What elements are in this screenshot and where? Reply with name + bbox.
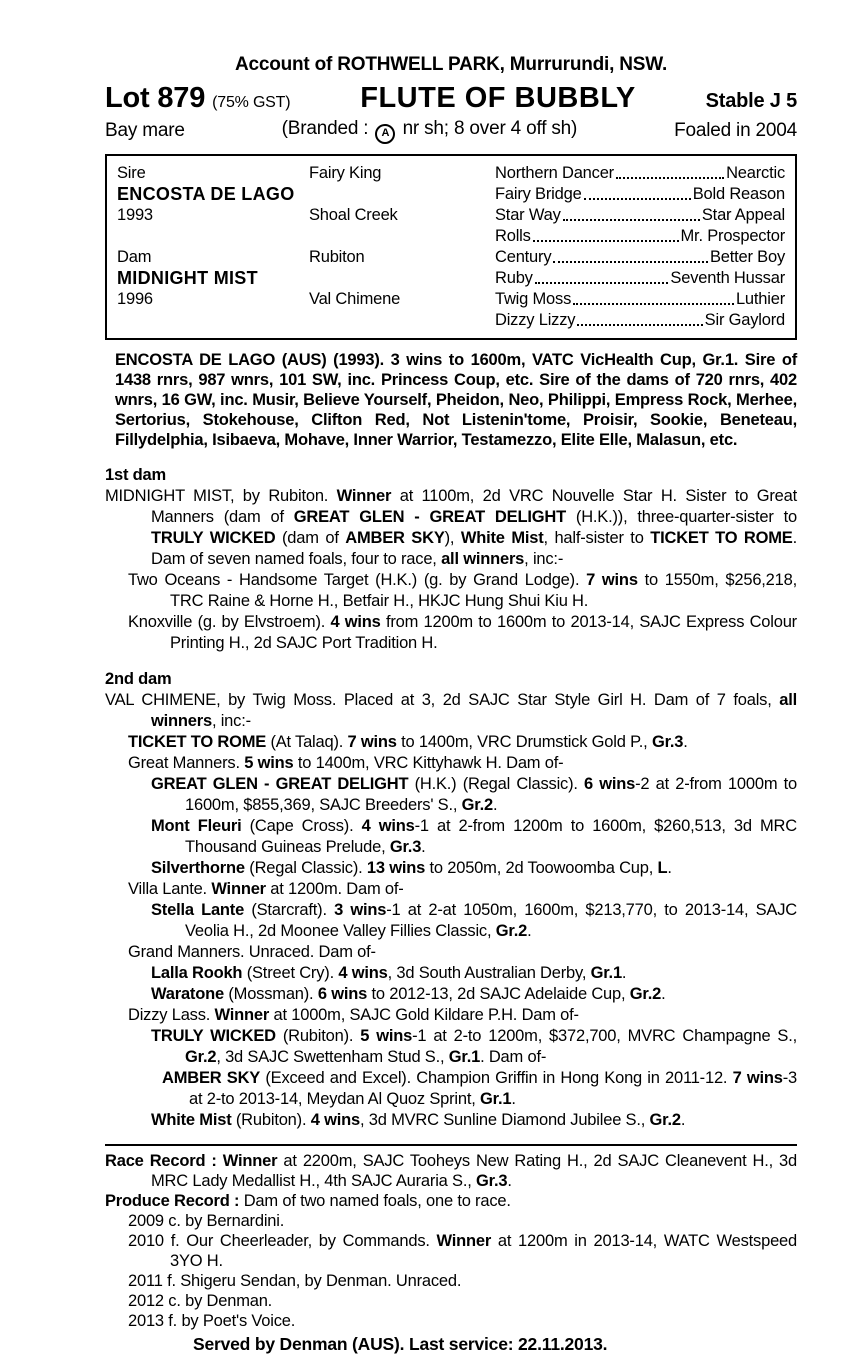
ancestor-name: Dizzy Lizzy — [495, 311, 576, 329]
dam-sire-name: Rubiton — [309, 248, 365, 266]
second-dam-grandprogeny: Stella Lante (Starcraft). 3 wins-1 at 2-at 1050m, 1600m, $213,770, to 2013-14, SAJC Veolia H., 2d Moonee Valley Fillies Classic, Gr.2. — [151, 901, 798, 940]
dam-year: 1996 — [117, 290, 153, 308]
ancestor-parent: Seventh Hussar — [670, 269, 785, 287]
dotted-leader — [563, 219, 700, 221]
foaled-year: Foaled in 2004 — [674, 120, 797, 141]
dam-label: Dam — [117, 248, 152, 266]
second-dam-grandprogeny: TRULY WICKED (Rubiton). 5 wins-1 at 2-to 1200m, $372,700, MVRC Champagne S., Gr.2, 3d SAJC Swettenham Stud S., Gr.1. Dam of- — [151, 1027, 797, 1066]
brand-prefix: (Branded : — [281, 118, 369, 139]
second-dam-entry: VAL CHIMENE, by Twig Moss. Placed at 3, 2d SAJC Star Style Girl H. Dam of 7 foals, all winners, inc:- — [105, 691, 797, 730]
first-dam-entry: MIDNIGHT MIST, by Rubiton. Winner at 1100m, 2d VRC Nouvelle Star H. Sister to Great Manners (dam of GREAT GLEN - GREAT DELIGHT (H.K.)), three-quarter-sister to TRULY WICKED (dam of AMBER SKY), White Mist, half-sister to TICKET TO ROME. Dam of seven named foals, four to race, all winners, inc:- — [105, 487, 797, 568]
produce-entry: 2010 f. Our Cheerleader, by Commands. Winner at 1200m in 2013-14, WATC Westspeed 3YO H. — [128, 1232, 797, 1270]
sire-name: ENCOSTA DE LAGO — [117, 184, 295, 204]
ancestor-parent: Sir Gaylord — [704, 311, 785, 329]
ancestor-row — [495, 248, 785, 267]
description-row — [105, 118, 797, 144]
second-dam-progeny: Great Manners. 5 wins to 1400m, VRC Kittyhawk H. Dam of- — [128, 754, 564, 772]
first-dam-progeny: Two Oceans - Handsome Target (H.K.) (g. by Grand Lodge). 7 wins to 1550m, $256,218, TRC Raine & Horne H., Betfair H., HKJC Hung Shui Kiu H. — [128, 571, 797, 610]
dotted-leader — [584, 198, 691, 200]
second-dam-progeny: Villa Lante. Winner at 1200m. Dam of- — [128, 880, 404, 898]
produce-entry: 2013 f. by Poet's Voice. — [128, 1312, 296, 1330]
dotted-leader — [553, 261, 708, 263]
brand-suffix: nr sh; 8 over 4 off sh) — [402, 118, 578, 139]
produce-entry: 2009 c. by Bernardini. — [128, 1212, 285, 1230]
produce-entry: 2012 c. by Denman. — [128, 1292, 273, 1310]
ancestor-parent: Luthier — [735, 290, 785, 308]
ancestor-parent: Nearctic — [726, 164, 785, 182]
ancestor-parent: Mr. Prospector — [680, 227, 785, 245]
ancestor-row — [495, 185, 785, 204]
ancestor-row — [495, 311, 785, 330]
second-dam-grandprogeny: Lalla Rookh (Street Cry). 4 wins, 3d South Australian Derby, Gr.1. — [151, 964, 627, 982]
sire-summary: ENCOSTA DE LAGO (AUS) (1993). 3 wins to 1600m, VATC VicHealth Cup, Gr.1. Sire of 1438 rnrs, 987 wnrs, 101 SW, inc. Princess Coup, etc. Sire of the dams of 720 rnrs, 402 wnrs, 16 GW, inc. Musir, Believe Yourself, Pheidon, Neo, Philippi, Empress Rock, Merhee, Sertorius, Stokehouse, Clifton Red, Not Listenin'tome, Proisir, Sookie, Beneteau, Fillydelphia, Isibaeva, Mohave, Inner Warrior, Testamezzo, Elite Elle, Malasun, etc. — [115, 351, 797, 449]
dam-dam-name: Val Chimene — [309, 290, 401, 308]
dotted-leader — [577, 324, 702, 326]
second-dam-grandprogeny: GREAT GLEN - GREAT DELIGHT (H.K.) (Regal Classic). 6 wins-2 at 2-from 1000m to 1600m, $855,369, SAJC Breeders' S., Gr.2. — [151, 775, 797, 814]
second-dam-grandprogeny: Mont Fleuri (Cape Cross). 4 wins-1 at 2-from 1200m to 1600m, $260,513, 3d MRC Thousand Guineas Prelude, Gr.3. — [151, 817, 797, 856]
brand-icon: A — [375, 124, 395, 144]
gst-note: (75% GST) — [212, 94, 291, 111]
race-record: Race Record : Winner at 2200m, SAJC Tooheys New Rating H., 2d SAJC Cleanevent H., 3d MRC Lady Medallist H., 4th SAJC Auraria S., Gr.3. — [105, 1152, 798, 1190]
second-dam-progeny: Dizzy Lass. Winner at 1000m, SAJC Gold Kildare P.H. Dam of- — [128, 1006, 579, 1024]
second-dam-grandprogeny: Waratone (Mossman). 6 wins to 2012-13, 2d SAJC Adelaide Cup, Gr.2. — [151, 985, 666, 1003]
produce-entry: 2011 f. Shigeru Sendan, by Denman. Unraced. — [128, 1272, 462, 1290]
ancestor-name: Star Way — [495, 206, 561, 224]
ancestor-name: Century — [495, 248, 552, 266]
ancestor-row — [495, 206, 785, 225]
catalogue-page — [105, 54, 797, 1355]
ancestor-parent: Bold Reason — [692, 185, 785, 203]
first-dam-progeny: Knoxville (g. by Elvstroem). 4 wins from 1200m to 1600m to 2013-14, SAJC Express Colour Printing H., 2d SAJC Port Tradition H. — [128, 613, 797, 652]
ancestor-name: Twig Moss — [495, 290, 572, 308]
stable-number: Stable J 5 — [705, 90, 797, 112]
dotted-leader — [533, 240, 679, 242]
produce-record: Produce Record : Dam of two named foals, one to race. — [105, 1192, 511, 1210]
ancestor-name: Rolls — [495, 227, 531, 245]
ancestor-name: Fairy Bridge — [495, 185, 582, 203]
ancestor-row — [495, 227, 785, 246]
ancestor-parent: Better Boy — [709, 248, 785, 266]
second-dam-greatgrandprogeny: AMBER SKY (Exceed and Excel). Champion Griffin in Hong Kong in 2011-12. 7 wins-3 at 2-to 2013-14, Meydan Al Quoz Sprint, Gr.1. — [162, 1069, 797, 1108]
sire-dam-name: Shoal Creek — [309, 206, 398, 224]
ancestor-row — [495, 164, 785, 183]
service-note: Served by Denman (AUS). Last service: 22.11.2013. — [193, 1334, 608, 1354]
ancestor-parent: Star Appeal — [701, 206, 785, 224]
horse-name: FLUTE OF BUBBLY — [360, 82, 636, 114]
dotted-leader — [535, 282, 669, 284]
sex-description: Bay mare — [105, 120, 185, 141]
dam-name: MIDNIGHT MIST — [117, 268, 258, 288]
lot-number: Lot 879 — [105, 82, 206, 114]
ancestor-name: Ruby — [495, 269, 533, 287]
second-dam-grandprogeny: White Mist (Rubiton). 4 wins, 3d MVRC Sunline Diamond Jubilee S., Gr.2. — [151, 1111, 686, 1129]
ancestor-row — [495, 290, 785, 309]
second-dam-progeny: TICKET TO ROME (At Talaq). 7 wins to 1400m, VRC Drumstick Gold P., Gr.3. — [128, 733, 688, 751]
pedigree-table — [105, 154, 797, 340]
section-divider — [105, 1144, 797, 1146]
dotted-leader — [573, 303, 734, 305]
second-dam-grandprogeny: Silverthorne (Regal Classic). 13 wins to 2050m, 2d Toowoomba Cup, L. — [151, 859, 672, 877]
pedigree-grid — [117, 163, 785, 331]
account-line: Account of ROTHWELL PARK, Murrurundi, NSW. — [234, 54, 668, 75]
ancestor-row — [495, 269, 785, 288]
second-dam-heading: 2nd dam — [105, 670, 172, 688]
lot-header — [105, 82, 797, 115]
sire-year: 1993 — [117, 206, 153, 224]
first-dam-heading: 1st dam — [105, 466, 166, 484]
sire-label: Sire — [117, 164, 146, 182]
ancestor-name: Northern Dancer — [495, 164, 614, 182]
sire-sire-name: Fairy King — [309, 164, 382, 182]
brand-description — [185, 118, 674, 144]
dotted-leader — [616, 177, 724, 179]
second-dam-progeny: Grand Manners. Unraced. Dam of- — [128, 943, 376, 961]
